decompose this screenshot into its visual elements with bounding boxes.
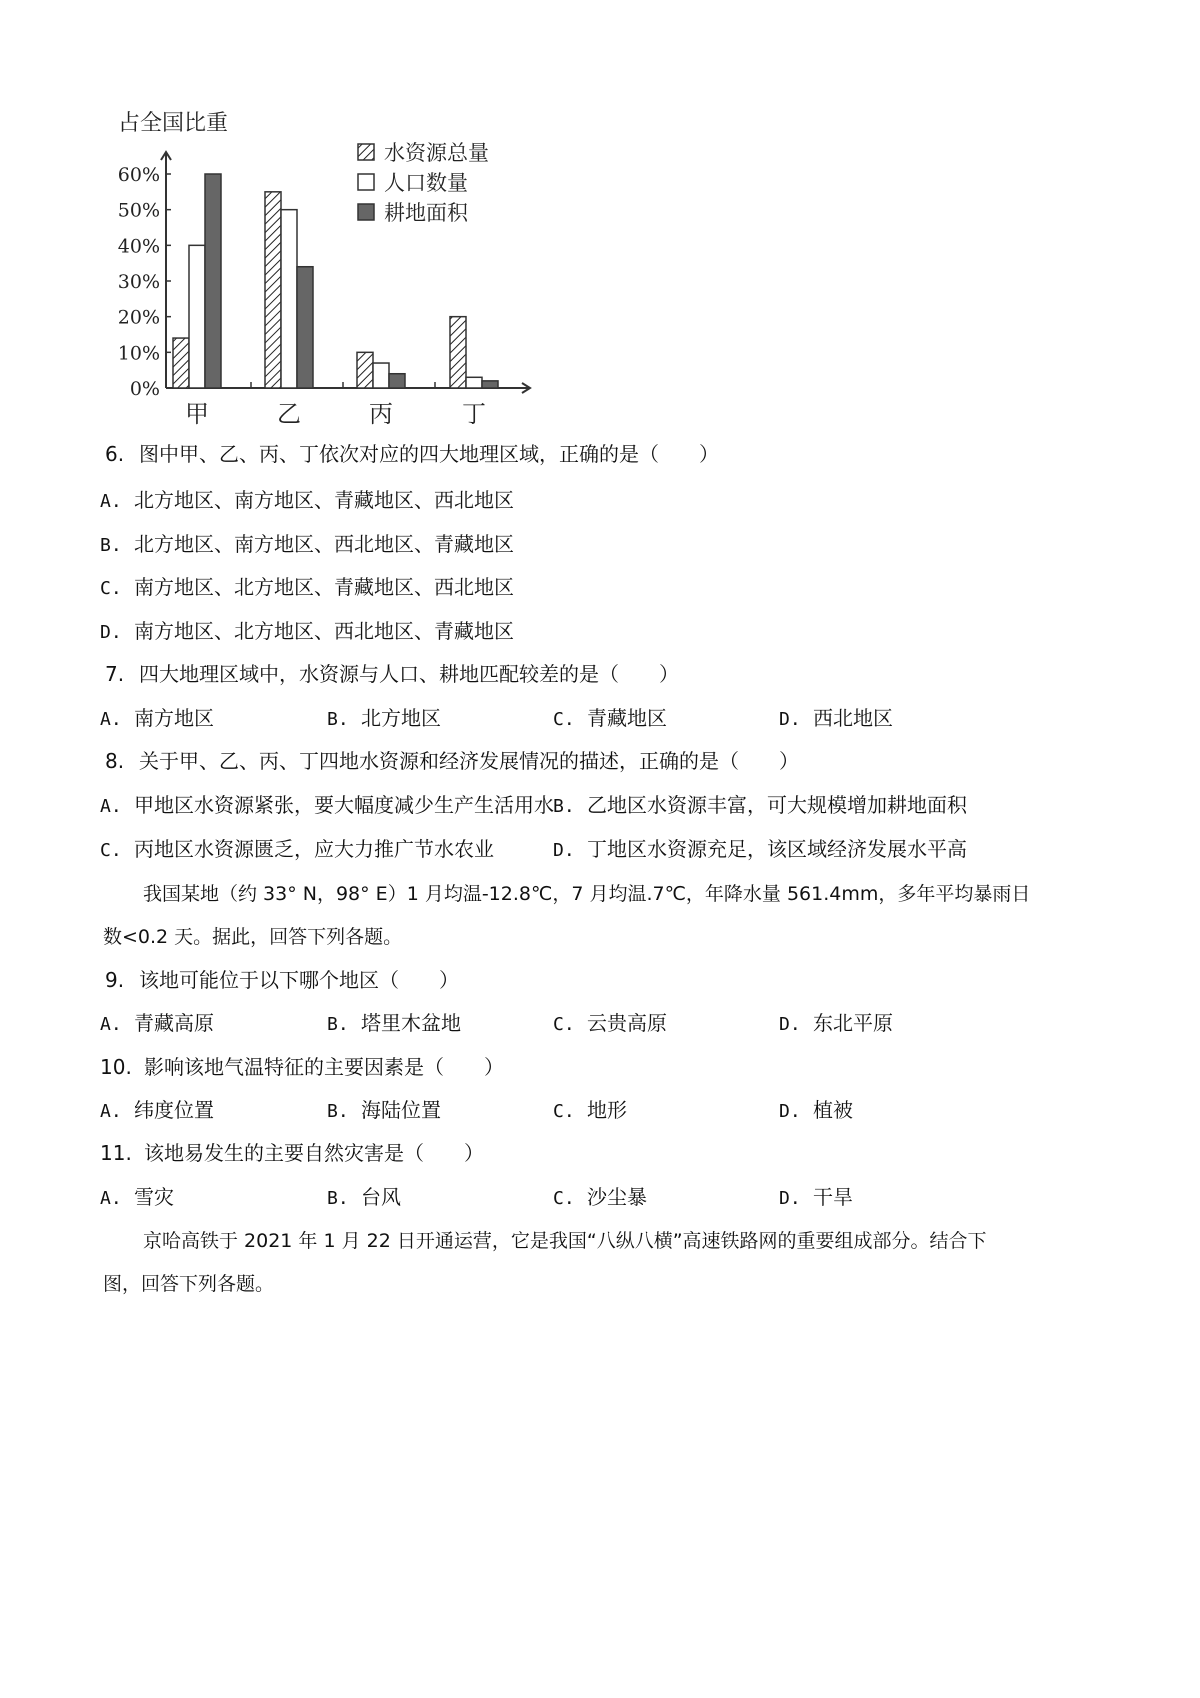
option-label: B. [327, 709, 349, 730]
y-tick-label: 20% [117, 306, 160, 329]
option-text: 地形 [587, 1098, 627, 1122]
q8-option-a[interactable] [100, 791, 554, 821]
legend-label: 人口数量 [384, 171, 468, 195]
x-category-label: 丙 [369, 400, 393, 428]
option-label: D. [779, 1188, 801, 1209]
x-category-label: 乙 [277, 400, 301, 428]
q7-option-c[interactable] [553, 704, 667, 734]
q6-option-c[interactable] [100, 573, 514, 603]
y-tick-label: 10% [117, 342, 160, 365]
option-text: 海陆位置 [361, 1098, 441, 1122]
option-label: A. [100, 491, 122, 512]
chart-legend [358, 141, 489, 225]
bar-1-3 [357, 352, 373, 388]
bar-1-4 [450, 317, 466, 388]
passage-2-line-1: 京哈高铁于 2021 年 1 月 22 日开通运营，它是我国“八纵八横”高速铁路网的重要组成部分。结合下 [143, 1230, 987, 1252]
legend-swatch [358, 174, 374, 190]
option-text: 甲地区水资源紧张，要大幅度减少生产生活用水 [134, 793, 554, 817]
option-label: D. [779, 1101, 801, 1122]
q11-option-c[interactable] [553, 1183, 647, 1213]
bar-2-4 [466, 377, 482, 388]
question-number: 9. [105, 968, 125, 992]
y-tick-label: 50% [117, 199, 160, 222]
passage-1-line-1: 我国某地（约 33° N，98° E）1 月均温-12.8℃，7 月均温.7℃，年降水量 561.4mm，多年平均暴雨日 [143, 883, 1031, 905]
option-text: 东北平原 [813, 1011, 893, 1035]
q8-option-d[interactable] [553, 835, 967, 865]
option-label: A. [100, 1014, 122, 1035]
q10-option-c[interactable] [553, 1096, 627, 1126]
option-label: C. [553, 1188, 575, 1209]
q6-option-d[interactable] [100, 617, 514, 647]
question-6 [105, 440, 719, 468]
question-number: 8. [105, 749, 125, 773]
q10-option-d[interactable] [779, 1096, 853, 1126]
option-label: D. [779, 709, 801, 730]
option-label: A. [100, 1101, 122, 1122]
passage-2-line-2: 图，回答下列各题。 [103, 1273, 275, 1295]
option-label: B. [100, 535, 122, 556]
question-11 [100, 1139, 484, 1167]
option-text: 云贵高原 [587, 1011, 667, 1035]
question-text: 四大地理区域中，水资源与人口、耕地匹配较差的是（ ） [139, 662, 679, 686]
question-number: 10. [100, 1055, 132, 1079]
bar-3-2 [297, 267, 313, 388]
bar-2-1 [189, 245, 205, 388]
option-text: 干旱 [813, 1185, 853, 1209]
water-resource-bar-chart [100, 100, 580, 440]
option-label: B. [327, 1188, 349, 1209]
bar-2-2 [281, 210, 297, 388]
y-tick-label: 0% [129, 378, 160, 400]
q11-option-b[interactable] [327, 1183, 401, 1213]
option-text: 北方地区、南方地区、青藏地区、西北地区 [134, 488, 514, 512]
q7-option-a[interactable] [100, 704, 214, 734]
option-text: 植被 [813, 1098, 853, 1122]
y-axis-label: 占全国比重 [118, 111, 229, 136]
question-8 [105, 747, 799, 775]
option-text: 南方地区、北方地区、青藏地区、西北地区 [134, 575, 514, 599]
option-label: D. [100, 622, 122, 643]
q7-option-d[interactable] [779, 704, 893, 734]
question-7 [105, 660, 679, 688]
option-label: B. [327, 1014, 349, 1035]
option-label: C. [100, 840, 122, 861]
q8-option-c[interactable] [100, 835, 494, 865]
y-tick-label: 30% [117, 271, 160, 293]
option-text: 雪灾 [134, 1185, 174, 1209]
passage-1-line-2: 数<0.2 天。据此，回答下列各题。 [103, 926, 403, 948]
x-category-label: 甲 [185, 400, 209, 428]
question-text: 影响该地气温特征的主要因素是（ ） [144, 1055, 504, 1079]
option-text: 南方地区 [134, 706, 214, 730]
legend-label: 耕地面积 [384, 201, 468, 225]
option-label: C. [553, 709, 575, 730]
option-label: B. [327, 1101, 349, 1122]
q10-option-a[interactable] [100, 1096, 214, 1126]
question-9 [105, 966, 459, 994]
q8-option-b[interactable] [553, 791, 967, 821]
bar-1-2 [265, 192, 281, 388]
q10-option-b[interactable] [327, 1096, 441, 1126]
option-label: C. [553, 1101, 575, 1122]
question-number: 6. [105, 442, 125, 466]
option-text: 丙地区水资源匮乏，应大力推广节水农业 [134, 837, 494, 861]
x-category-labels [185, 400, 486, 428]
option-text: 乙地区水资源丰富，可大规模增加耕地面积 [587, 793, 967, 817]
bar-2-3 [373, 363, 389, 388]
q9-option-d[interactable] [779, 1009, 893, 1039]
y-tick-label: 40% [117, 235, 160, 258]
option-text: 青藏高原 [134, 1011, 214, 1035]
question-10 [100, 1053, 504, 1081]
bar-3-1 [205, 174, 221, 388]
option-label: B. [553, 796, 575, 817]
question-number: 11. [100, 1141, 132, 1165]
option-text: 南方地区、北方地区、西北地区、青藏地区 [134, 619, 514, 643]
option-text: 塔里木盆地 [361, 1011, 461, 1035]
option-label: D. [553, 840, 575, 861]
legend-label: 水资源总量 [384, 141, 489, 165]
option-text: 北方地区、南方地区、西北地区、青藏地区 [134, 532, 514, 556]
option-label: C. [100, 578, 122, 599]
bar-3-3 [389, 374, 405, 388]
option-text: 西北地区 [813, 706, 893, 730]
q9-option-b[interactable] [327, 1009, 461, 1039]
q7-option-b[interactable] [327, 704, 441, 734]
question-text: 关于甲、乙、丙、丁四地水资源和经济发展情况的描述，正确的是（ ） [139, 749, 799, 773]
option-text: 丁地区水资源充足，该区域经济发展水平高 [587, 837, 967, 861]
question-number: 7. [105, 662, 125, 686]
bar-1-1 [173, 338, 189, 388]
y-tick-labels [118, 164, 160, 400]
option-text: 纬度位置 [134, 1098, 214, 1122]
question-text: 该地可能位于以下哪个地区（ ） [139, 968, 459, 992]
question-text: 图中甲、乙、丙、丁依次对应的四大地理区域，正确的是（ ） [139, 442, 719, 466]
q6-option-a[interactable] [100, 486, 514, 516]
option-label: C. [553, 1014, 575, 1035]
option-label: A. [100, 796, 122, 817]
option-text: 北方地区 [361, 706, 441, 730]
option-label: A. [100, 709, 122, 730]
q9-option-a[interactable] [100, 1009, 214, 1039]
q11-option-d[interactable] [779, 1183, 853, 1213]
q11-option-a[interactable] [100, 1183, 174, 1213]
legend-swatch [358, 144, 374, 160]
y-tick-label: 60% [117, 164, 160, 186]
x-category-label: 丁 [462, 400, 486, 428]
bar-3-4 [482, 381, 498, 388]
question-text: 该地易发生的主要自然灾害是（ ） [144, 1141, 484, 1165]
legend-swatch [358, 204, 374, 220]
option-text: 沙尘暴 [587, 1185, 647, 1209]
option-label: D. [779, 1014, 801, 1035]
option-label: A. [100, 1188, 122, 1209]
option-text: 台风 [361, 1185, 401, 1209]
option-text: 青藏地区 [587, 706, 667, 730]
q6-option-b[interactable] [100, 530, 514, 560]
q9-option-c[interactable] [553, 1009, 667, 1039]
